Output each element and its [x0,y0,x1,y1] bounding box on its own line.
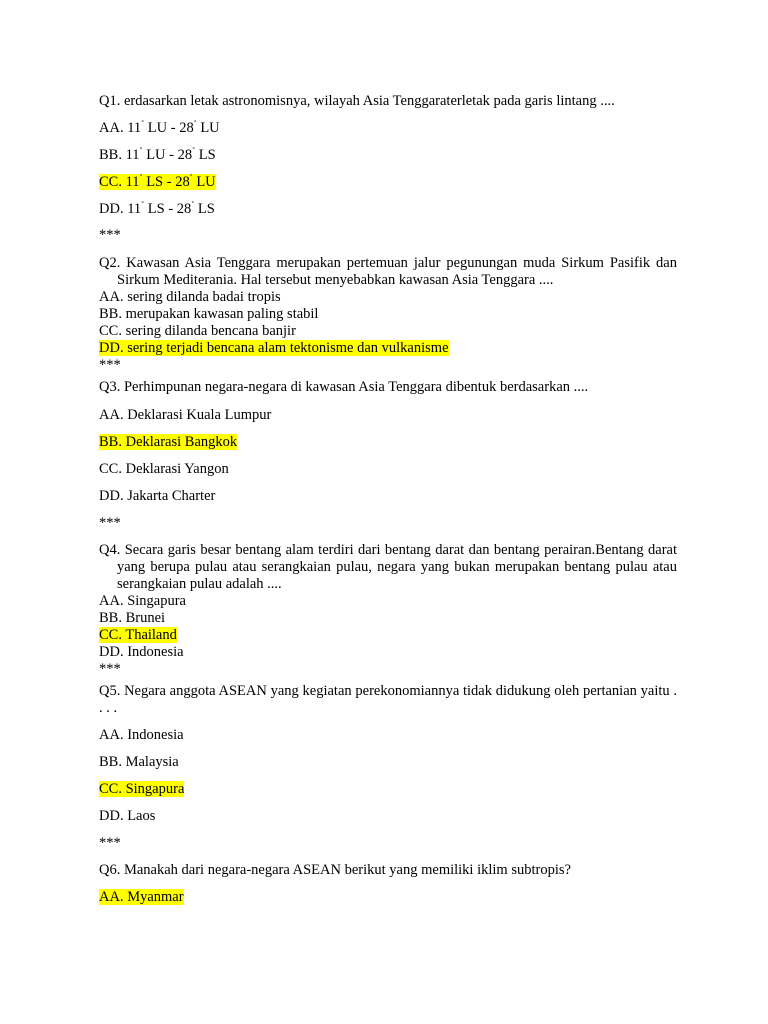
q5-option-b: BB. Malaysia [99,754,179,770]
question-2: Q2. Kawasan Asia Tenggara merupakan pertemuan jalur pegunungan muda Sirkum Pasifik dan Sirkum Mediterania. Hal tersebut menyebabkan kawasan Asia Tenggara .... [99,255,677,288]
question-6: Q6. Manakah dari negara-negara ASEAN berikut yang memiliki iklim subtropis? [99,862,571,878]
q1-option-c-answer: CC. 11˚ LS - 28˚ LU [99,173,216,190]
question-3: Q3. Perhimpunan negara-negara di kawasan Asia Tenggara dibentuk berdasarkan .... [99,379,589,395]
q6-option-a-answer: AA. Myanmar [99,889,184,905]
q5-option-c-answer: CC. Singapura [99,781,185,797]
separator: *** [99,357,121,373]
q1-option-d: DD. 11˚ LS - 28˚ LS [99,200,215,217]
separator: *** [99,227,121,243]
question-4: Q4. Secara garis besar bentang alam terdiri dari bentang darat dan bentang perairan.Bentang darat yang berupa pulau atau serangkaian pulau, negara yang bukan merupakan bentang pulau atau serangkaian pulau adalah .... [99,542,677,592]
q4-option-a: AA. Singapura [99,593,186,609]
degree-symbol: ˚ [141,200,145,210]
degree-symbol: ˚ [193,119,197,129]
q5-option-d: DD. Laos [99,808,156,824]
q1-option-b: BB. 11˚ LU - 28˚ LS [99,146,216,163]
q3-option-c: CC. Deklarasi Yangon [99,461,229,477]
q3-option-d: DD. Jakarta Charter [99,488,216,504]
q4-option-d: DD. Indonesia [99,644,184,660]
q2-option-a: AA. sering dilanda badai tropis [99,289,281,305]
q5-option-a: AA. Indonesia [99,727,184,743]
separator: *** [99,661,121,677]
q3-option-a: AA. Deklarasi Kuala Lumpur [99,407,272,423]
q2-option-b: BB. merupakan kawasan paling stabil [99,306,319,322]
q4-option-b: BB. Brunei [99,610,166,626]
degree-symbol: ˚ [191,200,195,210]
degree-symbol: ˚ [141,119,145,129]
q1-option-a: AA. 11˚ LU - 28˚ LU [99,119,220,136]
degree-symbol: ˚ [189,173,193,183]
separator: *** [99,835,121,851]
question-5: Q5. Negara anggota ASEAN yang kegiatan perekonomiannya tidak didukung oleh pertanian yaitu . . . . [99,683,677,716]
degree-symbol: ˚ [139,146,143,156]
question-1: Q1. erdasarkan letak astronomisnya, wilayah Asia Tenggaraterletak pada garis lintang .... [99,93,615,109]
document-page [99,93,677,906]
q3-option-b-answer: BB. Deklarasi Bangkok [99,434,238,450]
separator: *** [99,515,121,531]
q2-option-d-answer: DD. sering terjadi bencana alam tektonisme dan vulkanisme [99,340,449,356]
degree-symbol: ˚ [139,173,143,183]
degree-symbol: ˚ [192,146,196,156]
q2-option-c: CC. sering dilanda bencana banjir [99,323,296,339]
q4-option-c-answer: CC. Thailand [99,627,177,643]
